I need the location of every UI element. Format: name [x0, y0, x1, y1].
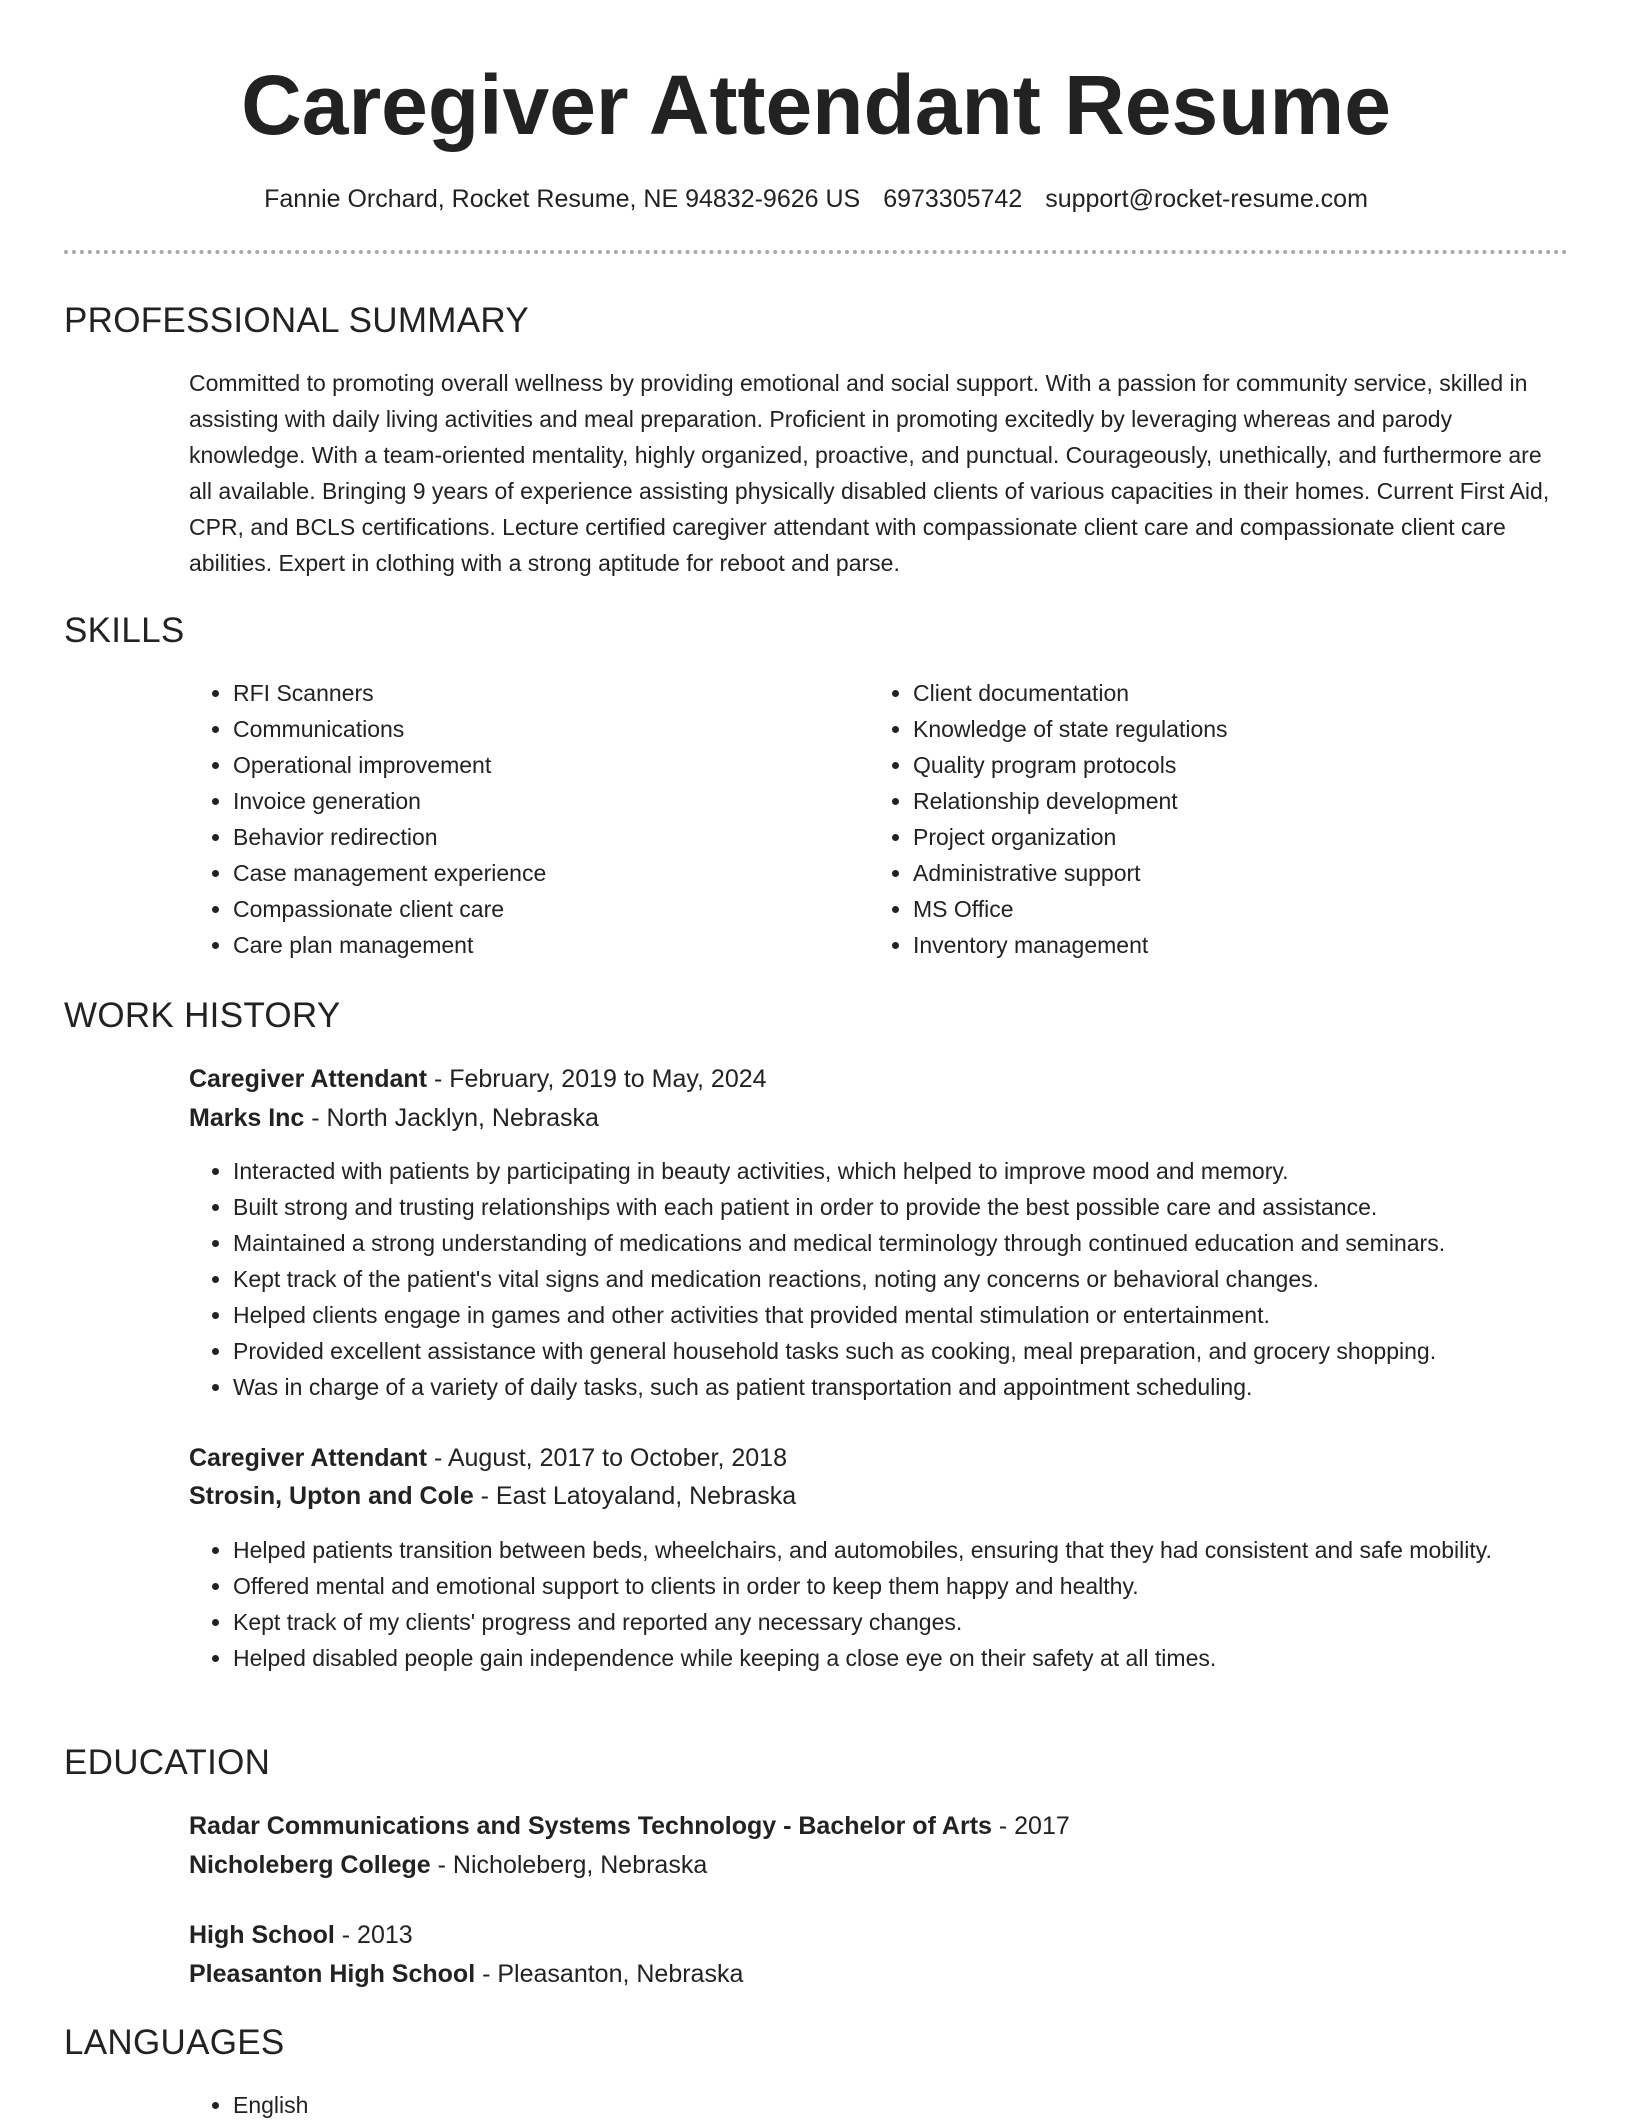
job-title: Caregiver Attendant: [189, 1065, 428, 1093]
education-year: - 2017: [991, 1812, 1070, 1840]
skill-item: • Behavior redirection: [233, 819, 873, 855]
skill-item: • Care plan management: [233, 927, 873, 963]
skill-item: • MS Office: [913, 891, 1553, 927]
skill-item: • Project organization: [913, 819, 1553, 855]
skill-item: • Relationship development: [913, 783, 1553, 819]
skills-list-right: [869, 675, 1553, 963]
education-degree: High School: [189, 1921, 335, 1949]
job-title-line: [189, 1060, 767, 1098]
job-bullet: • Provided excellent assistance with general household tasks such as cooking, meal preparation, and grocery shopping.: [233, 1333, 1623, 1369]
job-bullet: • Kept track of my clients' progress and reported any necessary changes.: [233, 1604, 1569, 1640]
summary-text: Committed to promoting overall wellness by providing emotional and social support. With a passion for community service, skilled in assisting with daily living activities and meal preparation. Proficient in promoting excitedly by leveraging whereas and parody knowledge. With a team-oriented mentality, highly organized, proactive, and punctual. Courageously, unethically, and furthermore are all available. Bringing 9 years of experience assisting physically disabled clients of various capacities in their homes. Current First Aid, CPR, and BCLS certifications. Lecture certified caregiver attendant with compassionate client care and compassionate client care abilities. Expert in clothing with a strong aptitude for reboot and parse.: [189, 370, 1550, 576]
job-bullet: • Helped disabled people gain independence while keeping a close eye on their safety at all times.: [233, 1640, 1569, 1676]
job-company: Strosin, Upton and Cole: [189, 1482, 474, 1510]
job-bullet: • Kept track of the patient's vital signs and medication reactions, noting any concerns or behavioral changes.: [233, 1261, 1623, 1297]
job-bullet: • Was in charge of a variety of daily tasks, such as patient transportation and appointment scheduling.: [233, 1369, 1623, 1405]
skill-item: • Client documentation: [913, 675, 1553, 711]
contact-phone: 6973305742: [883, 185, 1023, 213]
job-dates: - February, 2019 to May, 2024: [427, 1065, 767, 1093]
job-dates: - August, 2017 to October, 2018: [427, 1444, 787, 1472]
education-degree-line: [189, 1807, 1070, 1845]
education-degree: Radar Communications and Systems Technology - Bachelor of Arts: [189, 1812, 992, 1840]
education-location: - Pleasanton, Nebraska: [475, 1960, 744, 1988]
section-heading-summary: PROFESSIONAL SUMMARY: [64, 301, 529, 340]
skill-item: • Knowledge of state regulations: [913, 711, 1553, 747]
skill-item: • Inventory management: [913, 927, 1553, 963]
education-school: Nicholeberg College: [189, 1851, 431, 1879]
job-bullet: • Maintained a strong understanding of medications and medical terminology through continued education and seminars.: [233, 1225, 1623, 1261]
job-company: Marks Inc: [189, 1104, 305, 1132]
header-divider: [64, 250, 1568, 254]
skill-item: • Operational improvement: [233, 747, 873, 783]
job-title-line: [189, 1439, 787, 1477]
job-bullet: • Helped clients engage in games and other activities that provided mental stimulation or entertainment.: [233, 1297, 1623, 1333]
education-year: - 2013: [334, 1921, 413, 1949]
skill-item: • RFI Scanners: [233, 675, 873, 711]
resume-title: Caregiver Attendant Resume: [241, 58, 1391, 152]
education-degree-line: [189, 1916, 413, 1954]
skill-item: • Administrative support: [913, 855, 1553, 891]
skill-item: • Invoice generation: [233, 783, 873, 819]
job-bullet: • Offered mental and emotional support to clients in order to keep them happy and healthy.: [233, 1568, 1569, 1604]
job-bullet: • Interacted with patients by participating in beauty activities, which helped to improve mood and memory.: [233, 1153, 1623, 1189]
section-heading-languages: LANGUAGES: [64, 2023, 285, 2062]
job-location: - East Latoyaland, Nebraska: [473, 1482, 797, 1510]
section-heading-work-history: WORK HISTORY: [64, 996, 341, 1035]
contact-email[interactable]: support@rocket-resume.com: [1045, 185, 1368, 213]
language-item: • English: [233, 2087, 833, 2123]
job-company-line: [189, 1477, 796, 1515]
education-school: Pleasanton High School: [189, 1960, 476, 1988]
skill-item: • Case management experience: [233, 855, 873, 891]
section-heading-skills: SKILLS: [64, 611, 185, 650]
job-bullet: • Helped patients transition between beds, wheelchairs, and automobiles, ensuring that they had consistent and safe mobility.: [233, 1532, 1569, 1568]
job-bullets: [189, 1532, 1569, 1676]
job-bullets: [189, 1153, 1623, 1405]
job-company-line: [189, 1099, 599, 1137]
education-location: - Nicholeberg, Nebraska: [430, 1851, 708, 1879]
job-title: Caregiver Attendant: [189, 1444, 428, 1472]
section-heading-education: EDUCATION: [64, 1743, 271, 1782]
education-school-line: [189, 1955, 743, 1993]
languages-list: [189, 2087, 833, 2123]
contact-address: Fannie Orchard, Rocket Resume, NE 94832-9626 US: [264, 185, 861, 213]
job-bullet: • Built strong and trusting relationships with each patient in order to provide the best possible care and assistance.: [233, 1189, 1623, 1225]
skill-item: • Quality program protocols: [913, 747, 1553, 783]
skills-list-left: [189, 675, 873, 963]
skill-item: • Communications: [233, 711, 873, 747]
skill-item: • Compassionate client care: [233, 891, 873, 927]
education-school-line: [189, 1846, 707, 1884]
contact-line: [0, 182, 1632, 216]
job-location: - North Jacklyn, Nebraska: [304, 1104, 599, 1132]
